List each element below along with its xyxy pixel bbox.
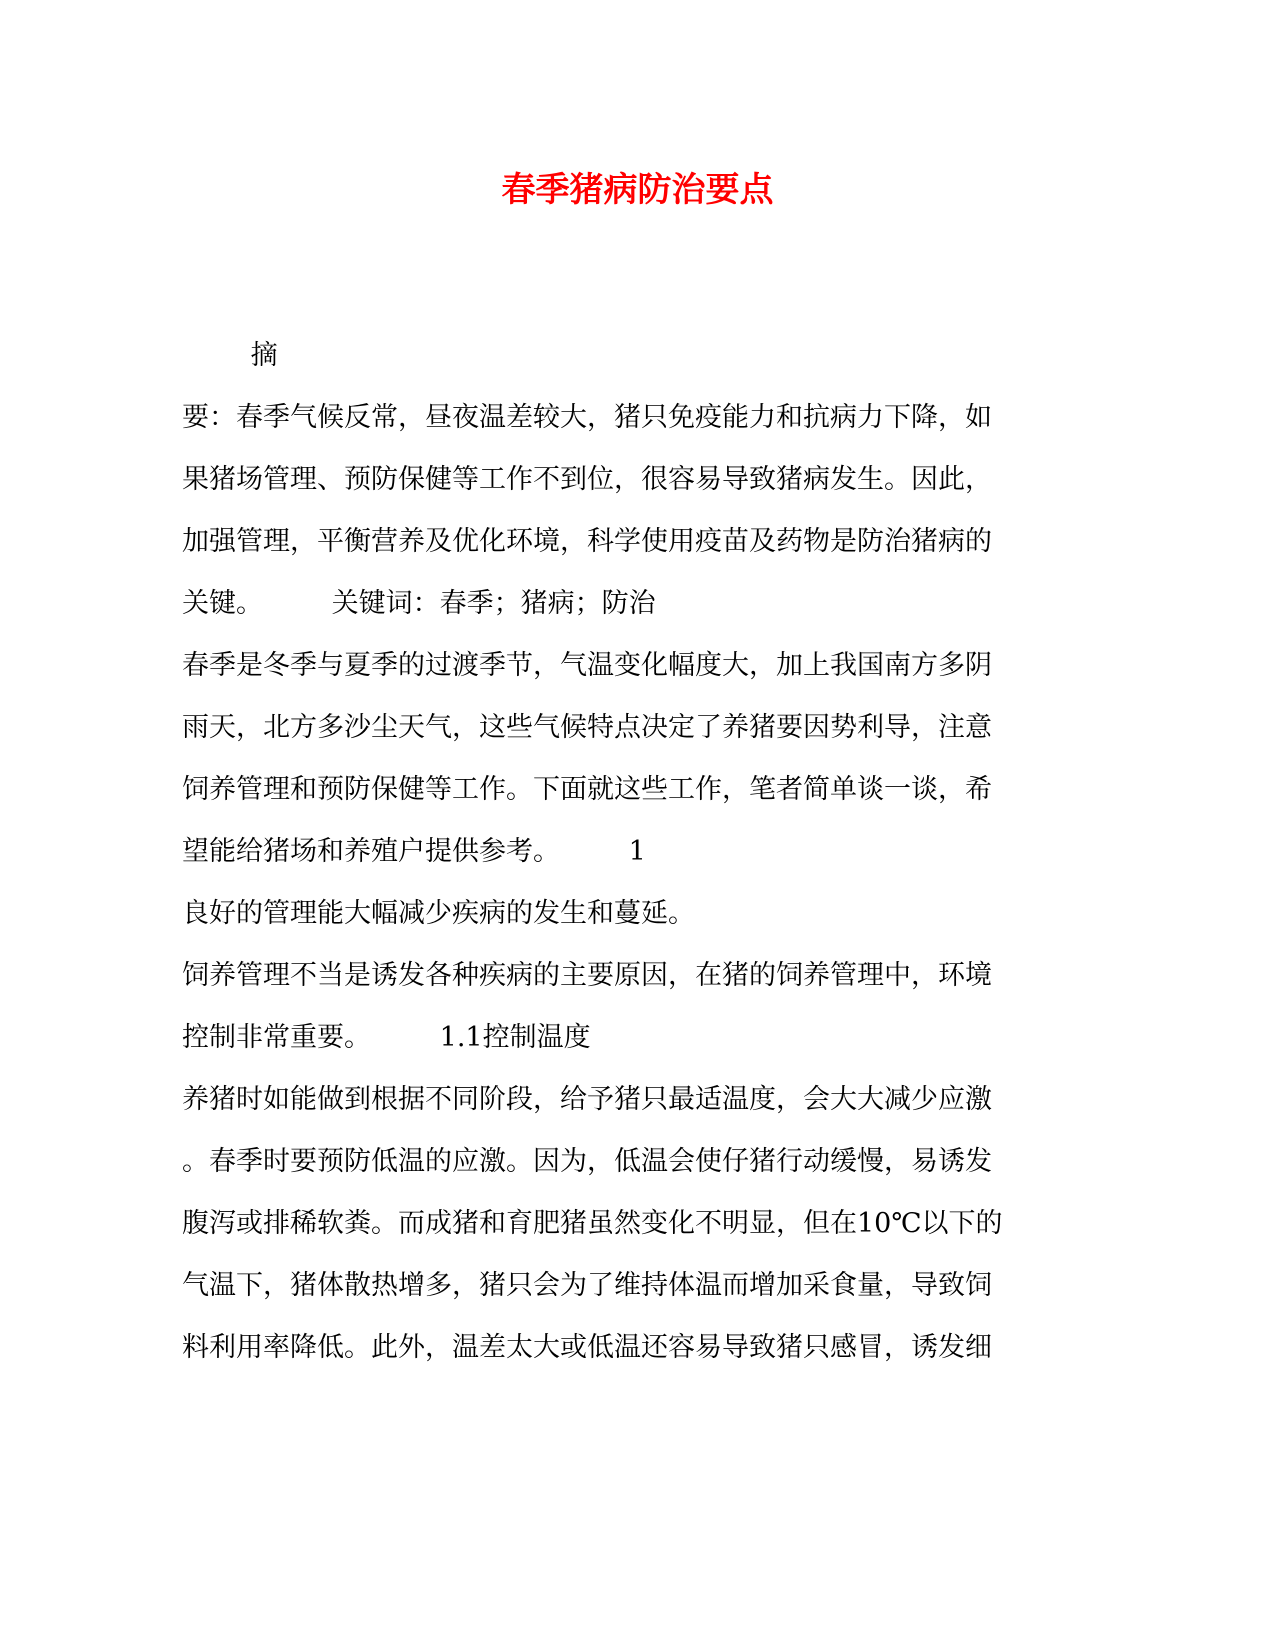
text-line: 关键。 关键词：春季；猪病；防治 <box>182 588 656 619</box>
text-line: 春季是冬季与夏季的过渡季节，气温变化幅度大，加上我国南方多阴 <box>182 650 992 681</box>
text-line: 加强管理，平衡营养及优化环境，科学使用疫苗及药物是防治猪病的 <box>182 526 992 557</box>
text-line: 料利用率降低。此外，温差太大或低温还容易导致猪只感冒，诱发细 <box>182 1332 992 1363</box>
text-line: 饲养管理和预防保健等工作。下面就这些工作，笔者简单谈一谈，希 <box>182 774 992 805</box>
text-line: 良好的管理能大幅减少疾病的发生和蔓延。 <box>182 898 695 929</box>
text-line: 饲养管理不当是诱发各种疾病的主要原因，在猪的饲养管理中，环境 <box>182 960 992 991</box>
text-line: 摘 <box>182 340 278 371</box>
text-line: 养猪时如能做到根据不同阶段，给予猪只最适温度，会大大减少应激 <box>182 1084 992 1115</box>
document-title: 春季猪病防治要点 <box>501 170 774 210</box>
text-line: 果猪场管理、预防保健等工作不到位，很容易导致猪病发生。因此， <box>182 464 992 495</box>
text-line: 气温下，猪体散热增多，猪只会为了维持体温而增加采食量，导致饲 <box>182 1270 992 1301</box>
text-line: 要：春季气候反常，昼夜温差较大，猪只免疫能力和抗病力下降，如 <box>182 402 992 433</box>
text-line: 望能给猪场和养殖户提供参考。 1 <box>182 836 646 867</box>
text-line: 雨天，北方多沙尘天气，这些气候特点决定了养猪要因势利导，注意 <box>182 712 992 743</box>
text-line: 。春季时要预防低温的应激。因为，低温会使仔猪行动缓慢，易诱发 <box>182 1146 992 1177</box>
text-line: 腹泻或排稀软粪。而成猪和育肥猪虽然变化不明显，但在10℃以下的 <box>182 1208 1003 1239</box>
text-line: 控制非常重要。 1.1控制温度 <box>182 1022 591 1053</box>
